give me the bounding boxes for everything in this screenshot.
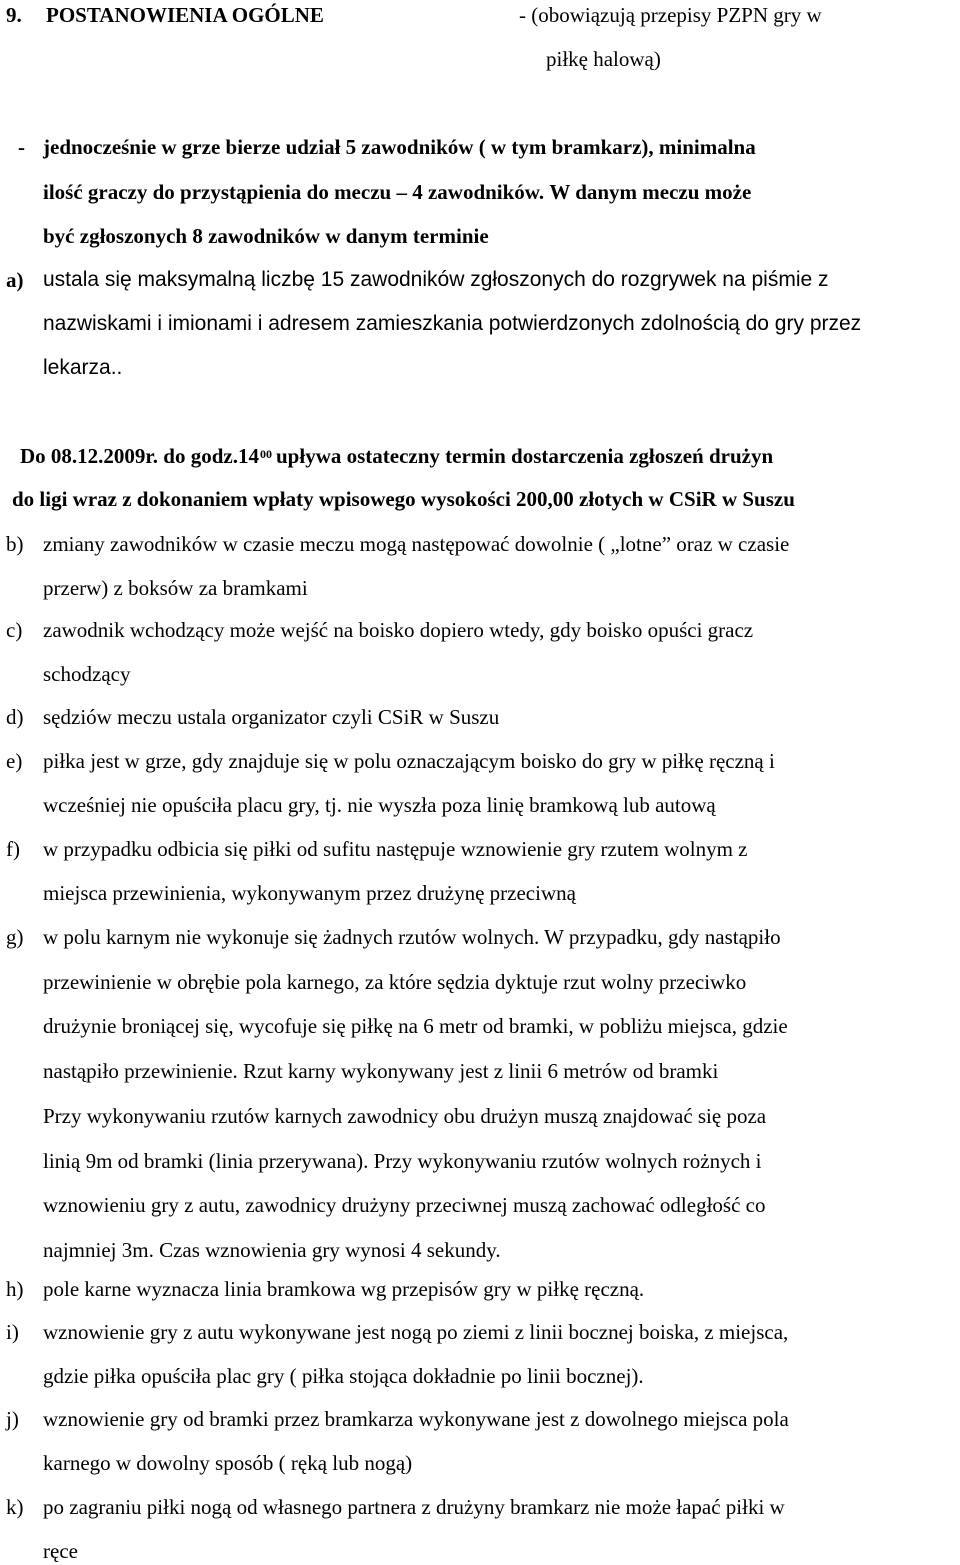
item-a-line2: nazwiskami i imionami i adresem zamieszkania potwierdzonych zdolnością do gry przez (43, 312, 862, 335)
rule-i-line: wznowienie gry z autu wykonywane jest nogą po ziemi z linii bocznej boiska, z miejsca, (43, 1320, 789, 1344)
rule-g-line: w polu karnym nie wykonuje się żadnych rzutów wolnych. W przypadku, gdy nastąpiło (43, 925, 781, 949)
deadline-part1: Do 08.12.2009r. do godz.14 (20, 444, 259, 468)
rule-f-line: miejsca przewinienia, wykonywanym przez drużynę przeciwną (43, 881, 576, 905)
rule-k-marker: k) (6, 1495, 24, 1519)
rule-g-line: wznowieniu gry z autu, zawodnicy drużyny przeciwnej muszą zachować odległość co (43, 1193, 766, 1217)
item-a-marker: a) (6, 268, 24, 292)
rule-g-line: przewinienie w obrębie pola karnego, za które sędzia dyktuje rzut wolny przeciwko (43, 970, 747, 994)
rule-j-marker: j) (6, 1407, 19, 1431)
deadline-line1 (20, 442, 773, 473)
rule-h-line: pole karne wyznacza linia bramkowa wg przepisów gry w piłkę ręczną. (43, 1277, 645, 1301)
rule-j-line: karnego w dowolny sposób ( ręką lub nogą) (43, 1451, 413, 1475)
intro-line2-rest: W danym meczu może (549, 180, 752, 204)
deadline-part2: upływa ostateczny termin dostarczenia zgłoszeń drużyn (276, 444, 774, 468)
rule-c-marker: c) (6, 618, 23, 642)
rule-d-line: sędziów meczu ustala organizator czyli CSiR w Suszu (43, 705, 500, 729)
rule-i-marker: i) (6, 1320, 19, 1344)
rule-c-line: zawodnik wchodzący może wejść na boisko dopiero wtedy, gdy boisko opuści gracz (43, 618, 754, 642)
rule-c-line: schodzący (43, 662, 131, 686)
intro-line1: jednocześnie w grze bierze udział 5 zawodników ( w tym bramkarz), minimalna (43, 135, 756, 159)
rule-g-line: linią 9m od bramki (linia przerywana). Przy wykonywaniu rzutów wolnych rożnych i (43, 1149, 762, 1173)
intro-line2 (43, 178, 751, 206)
rule-e-line: piłka jest w grze, gdy znajduje się w polu oznaczającym boisko do gry w piłkę ręczną i (43, 749, 775, 773)
rule-b-marker: b) (6, 532, 24, 556)
rule-g-line: Przy wykonywaniu rzutów karnych zawodnicy obu drużyn muszą znajdować się poza (43, 1104, 767, 1128)
section-note-line1: - (obowiązują przepisy PZPN gry w (519, 3, 822, 27)
rule-d-marker: d) (6, 705, 24, 729)
deadline-sup: 00 (260, 447, 272, 461)
section-title: POSTANOWIENIA OGÓLNE (46, 3, 324, 27)
section-number: 9. (6, 3, 22, 27)
rule-g-line: najmniej 3m. Czas wznowienia gry wynosi 4 sekundy. (43, 1238, 501, 1262)
intro-marker: - (18, 135, 25, 159)
rule-b-line: przerw) z boksów za bramkami (43, 576, 308, 600)
item-a-line3: lekarza.. (43, 356, 123, 379)
rule-g-marker: g) (6, 925, 24, 949)
intro-line3: być zgłoszonych 8 zawodników w danym terminie (43, 224, 489, 248)
rule-e-line: wcześniej nie opuściła placu gry, tj. nie wyszła poza linię bramkową lub autową (43, 793, 716, 817)
rule-k-line: po zagraniu piłki nogą od własnego partnera z drużyny bramkarz nie może łapać piłki w (43, 1495, 785, 1519)
rule-g-line: drużynie broniącej się, wycofuje się piłkę na 6 metr od bramki, w pobliżu miejsca, gdzie (43, 1014, 788, 1038)
item-a-line1: ustala się maksymalną liczbę 15 zawodników zgłoszonych do rozgrywek na piśmie z (43, 268, 829, 291)
rule-h-marker: h) (6, 1277, 24, 1301)
rule-e-marker: e) (6, 749, 23, 773)
intro-line2-bold: ilość graczy do przystąpienia do meczu – 4 zawodników. (43, 180, 545, 204)
rule-f-marker: f) (6, 837, 20, 861)
rule-j-line: wznowienie gry od bramki przez bramkarza wykonywane jest z dowolnego miejsca pola (43, 1407, 789, 1431)
rule-b-line: zmiany zawodników w czasie meczu mogą następować dowolnie ( „lotne” oraz w czasie (43, 532, 790, 556)
rule-i-line: gdzie piłka opuściła plac gry ( piłka stojąca dokładnie po linii bocznej). (43, 1364, 644, 1388)
rule-g-line: nastąpiło przewinienie. Rzut karny wykonywany jest z linii 6 metrów od bramki (43, 1059, 719, 1083)
rule-k-line: ręce (43, 1539, 78, 1563)
deadline-line2: do ligi wraz z dokonaniem wpłaty wpisowego wysokości 200,00 złotych w CSiR w Suszu (12, 487, 795, 511)
section-note-line2: piłkę halową) (546, 47, 661, 71)
rule-f-line: w przypadku odbicia się piłki od sufitu następuje wznowienie gry rzutem wolnym z (43, 837, 748, 861)
